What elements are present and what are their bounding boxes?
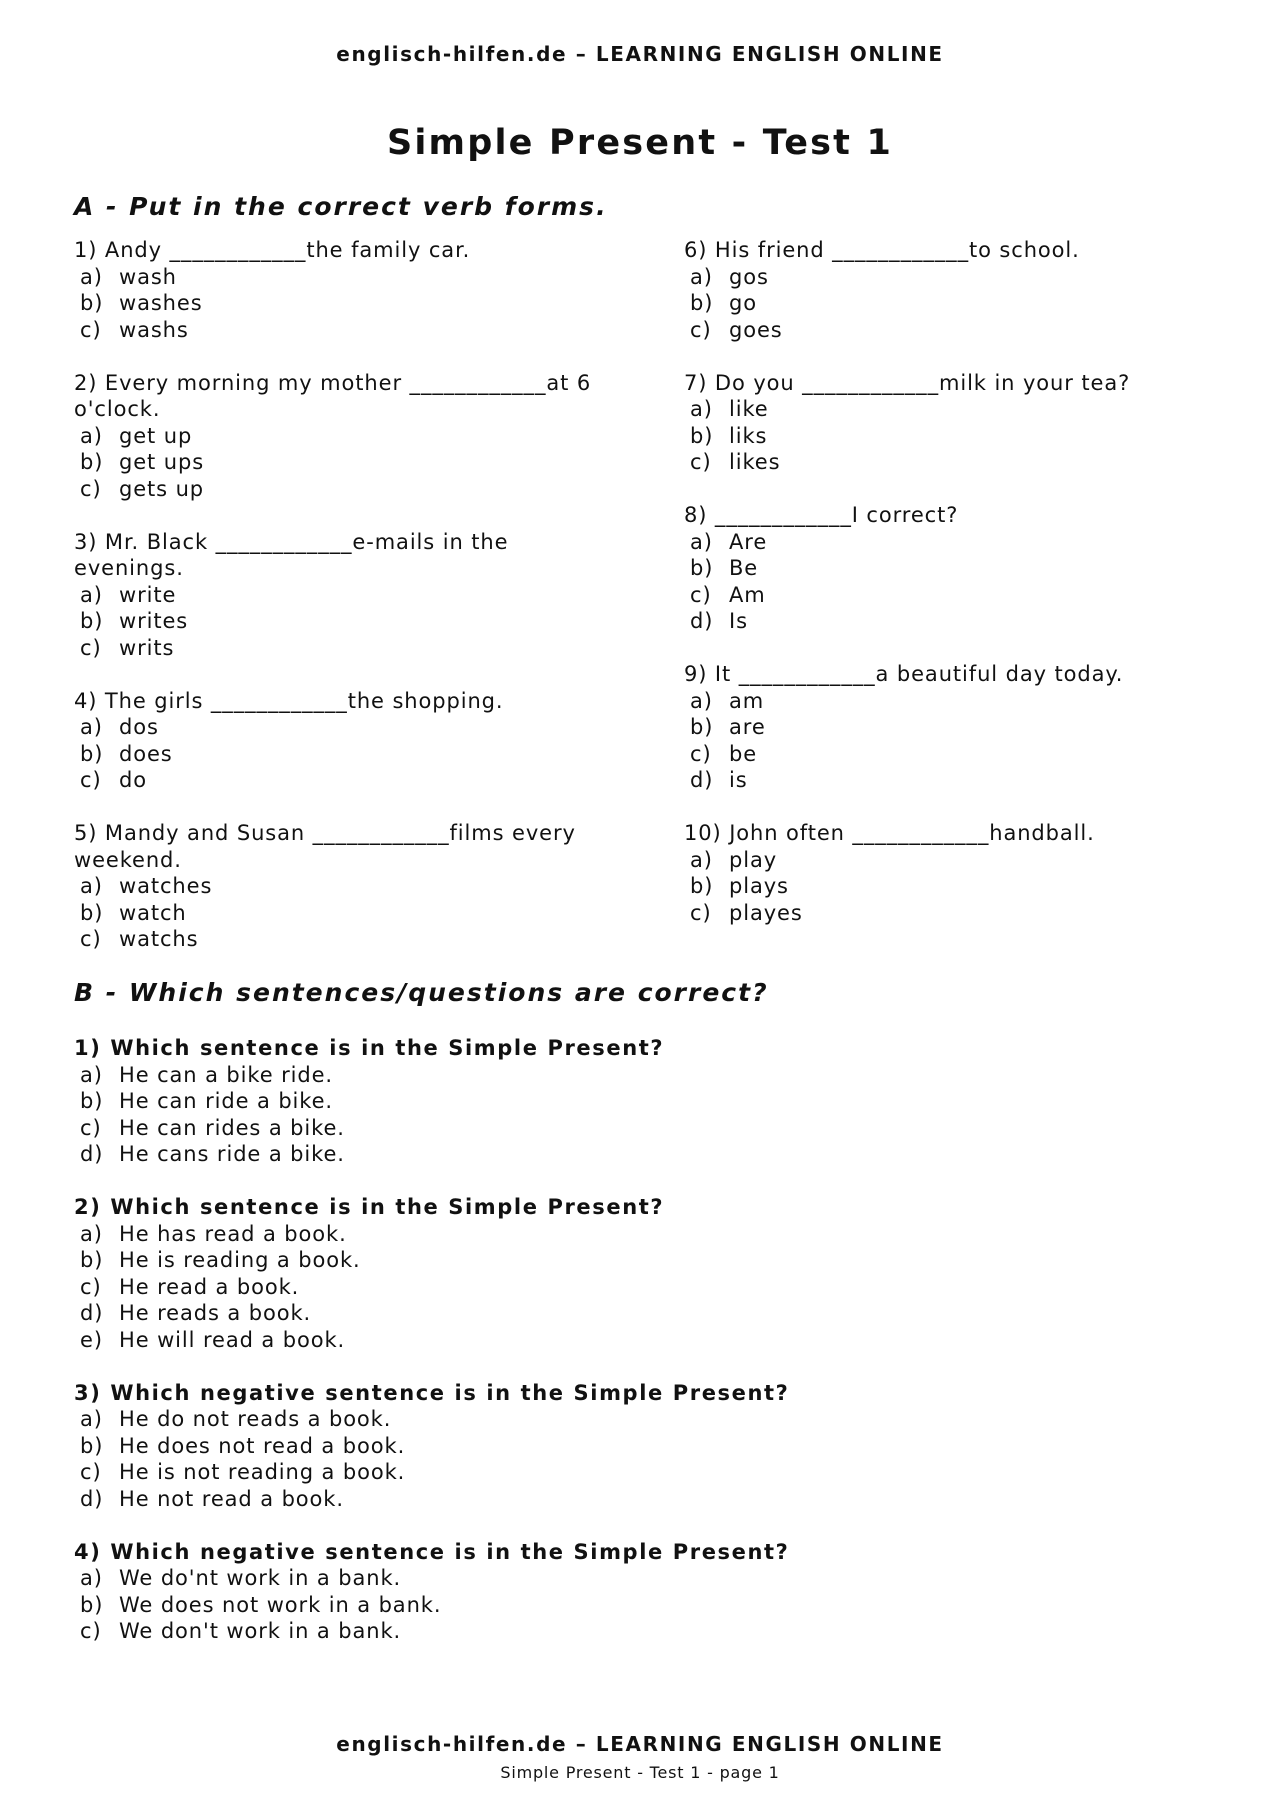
option-a[interactable] <box>74 873 614 900</box>
option-c[interactable] <box>74 926 614 953</box>
option-b[interactable] <box>74 741 614 768</box>
option-text: He can rides a bike. <box>119 1115 345 1140</box>
page-title: Simple Present - Test 1 <box>386 123 894 163</box>
option-a[interactable] <box>74 714 614 741</box>
option-text: He not read a book. <box>119 1486 344 1511</box>
question-b2 <box>74 1194 1174 1353</box>
option-letter: a) <box>80 1407 103 1431</box>
option-letter: a) <box>80 1221 103 1246</box>
option-c[interactable] <box>684 317 1224 344</box>
option-c[interactable] <box>74 1459 1174 1486</box>
option-text: He cans ride a bike. <box>119 1142 345 1166</box>
option-text: watches <box>119 874 213 898</box>
question-a4 <box>74 688 614 794</box>
question-a2 <box>74 370 614 503</box>
option-b[interactable] <box>74 1088 1174 1115</box>
option-letter: b) <box>690 291 714 315</box>
option-b[interactable] <box>684 873 1224 900</box>
option-a[interactable] <box>74 1221 1174 1248</box>
option-text: liks <box>729 423 768 448</box>
option-a[interactable] <box>74 1406 1174 1433</box>
option-e[interactable] <box>74 1327 1174 1354</box>
question-text: 2) Which sentence is in the Simple Present? <box>74 1195 665 1219</box>
option-c[interactable] <box>74 1274 1174 1301</box>
question-text: 2) Every morning my mother ____________at 6 o'clock. <box>74 370 592 421</box>
option-text: get up <box>119 423 193 448</box>
option-d[interactable] <box>684 767 1224 794</box>
question-a6 <box>684 237 1224 343</box>
option-text: We do'nt work in a bank. <box>119 1566 402 1590</box>
option-text: He is reading a book. <box>119 1248 361 1272</box>
question-a10 <box>684 820 1224 926</box>
option-letter: c) <box>690 741 712 766</box>
option-text: plays <box>729 874 789 898</box>
option-c[interactable] <box>74 476 614 503</box>
option-b[interactable] <box>684 714 1224 741</box>
option-a[interactable] <box>74 423 614 450</box>
option-letter: c) <box>80 1619 102 1643</box>
option-letter: a) <box>80 423 103 448</box>
option-c[interactable] <box>74 1618 1174 1645</box>
option-letter: a) <box>690 688 713 713</box>
option-letter: b) <box>80 450 104 474</box>
option-b[interactable] <box>684 423 1224 450</box>
option-a[interactable] <box>684 264 1224 291</box>
option-text: is <box>729 768 748 792</box>
option-d[interactable] <box>74 1486 1174 1513</box>
question-a1 <box>74 237 614 343</box>
option-letter: b) <box>80 1248 104 1272</box>
option-letter: b) <box>80 1433 104 1458</box>
option-letter: c) <box>80 635 102 660</box>
option-letter: b) <box>80 1089 104 1113</box>
option-b[interactable] <box>74 1592 1174 1619</box>
option-letter: c) <box>80 1115 102 1140</box>
question-text: 3) Which negative sentence is in the Simple Present? <box>74 1380 790 1405</box>
option-letter: a) <box>80 874 103 898</box>
option-a[interactable] <box>74 1565 1174 1592</box>
question-a7 <box>684 370 1224 476</box>
section-a-left-column <box>74 237 614 979</box>
option-letter: a) <box>690 264 713 289</box>
option-c[interactable] <box>74 767 614 794</box>
option-b[interactable] <box>74 608 614 635</box>
option-letter: c) <box>690 317 712 342</box>
option-text: goes <box>729 317 783 342</box>
question-text: 1) Which sentence is in the Simple Present? <box>74 1036 665 1060</box>
option-c[interactable] <box>684 449 1224 476</box>
option-c[interactable] <box>684 741 1224 768</box>
option-letter: a) <box>80 1062 103 1087</box>
option-text: washes <box>119 291 203 315</box>
question-a9 <box>684 661 1224 794</box>
section-a-right-column <box>684 237 1224 953</box>
option-letter: d) <box>690 609 714 633</box>
question-text: 7) Do you ____________milk in your tea? <box>684 370 1131 395</box>
option-letter: b) <box>80 741 104 766</box>
option-text: He can a bike ride. <box>119 1062 333 1087</box>
option-text: washs <box>119 317 189 342</box>
option-text: be <box>729 741 758 766</box>
option-text: He do not reads a book. <box>119 1407 392 1431</box>
section-b <box>74 1035 1174 1671</box>
question-a3 <box>74 529 614 662</box>
option-text: He will read a book. <box>119 1327 346 1352</box>
option-a[interactable] <box>684 688 1224 715</box>
option-text: write <box>119 582 177 607</box>
question-text: 4) Which negative sentence is in the Simple Present? <box>74 1539 790 1564</box>
question-text: 8) ____________I correct? <box>684 503 959 527</box>
option-letter: d) <box>690 768 714 792</box>
option-text: writs <box>119 635 175 660</box>
option-b[interactable] <box>74 900 614 927</box>
option-c[interactable] <box>74 1115 1174 1142</box>
option-text: wash <box>119 264 177 289</box>
question-text: 5) Mandy and Susan ____________films every weekend. <box>74 821 576 872</box>
option-letter: a) <box>80 715 103 739</box>
option-text: He does not read a book. <box>119 1433 406 1458</box>
question-a8 <box>684 502 1224 635</box>
question-text: 3) Mr. Black ____________e-mails in the evenings. <box>74 529 509 580</box>
option-letter: c) <box>80 927 102 951</box>
question-b4 <box>74 1539 1174 1645</box>
option-letter: b) <box>690 874 714 898</box>
option-text: He can ride a bike. <box>119 1089 333 1113</box>
option-c[interactable] <box>74 635 614 662</box>
option-letter: b) <box>80 609 104 633</box>
option-text: likes <box>729 450 781 474</box>
option-text: Are <box>729 529 768 554</box>
option-letter: d) <box>80 1486 104 1511</box>
section-b-heading: B - Which sentences/questions are correct? <box>74 978 769 1007</box>
option-letter: b) <box>80 1592 104 1617</box>
option-text: Am <box>729 582 766 607</box>
option-text: writes <box>119 609 189 633</box>
option-text: He is not reading a book. <box>119 1460 406 1484</box>
option-letter: e) <box>80 1327 103 1352</box>
section-a-heading: A - Put in the correct verb forms. <box>74 192 608 221</box>
option-letter: c) <box>80 317 102 342</box>
option-text: We does not work in a bank. <box>119 1592 442 1617</box>
option-text: gos <box>729 264 769 289</box>
option-text: Is <box>729 609 748 633</box>
option-text: playes <box>729 900 803 925</box>
option-text: He has read a book. <box>119 1221 347 1246</box>
option-d[interactable] <box>684 608 1224 635</box>
option-text: go <box>729 291 757 315</box>
option-text: dos <box>119 715 159 739</box>
option-text: He read a book. <box>119 1274 300 1299</box>
option-letter: c) <box>80 1460 102 1484</box>
site-footer: englisch-hilfen.de – LEARNING ENGLISH ONLINE <box>336 1732 944 1756</box>
option-a[interactable] <box>74 264 614 291</box>
option-letter: a) <box>80 1566 103 1590</box>
option-letter: a) <box>690 529 713 554</box>
option-text: are <box>729 715 766 739</box>
option-b[interactable] <box>74 449 614 476</box>
option-letter: a) <box>80 264 103 289</box>
question-a5 <box>74 820 614 953</box>
option-letter: a) <box>690 847 713 872</box>
option-a[interactable] <box>74 1062 1174 1089</box>
option-text: am <box>729 688 765 713</box>
option-d[interactable] <box>74 1300 1174 1327</box>
option-letter: b) <box>690 715 714 739</box>
question-text: 4) The girls ____________the shopping. <box>74 688 504 713</box>
option-b[interactable] <box>74 1247 1174 1274</box>
option-text: play <box>729 847 778 872</box>
option-letter: c) <box>690 900 712 925</box>
option-b[interactable] <box>684 555 1224 582</box>
question-text: 9) It ____________a beautiful day today. <box>684 662 1124 686</box>
option-text: Be <box>729 556 759 580</box>
option-letter: b) <box>80 291 104 315</box>
option-letter: c) <box>690 582 712 607</box>
option-text: watchs <box>119 927 199 951</box>
option-text: does <box>119 741 173 766</box>
option-letter: c) <box>80 768 102 792</box>
option-b[interactable] <box>74 1433 1174 1460</box>
option-c[interactable] <box>684 900 1224 927</box>
option-text: watch <box>119 900 187 925</box>
option-letter: d) <box>80 1142 104 1166</box>
option-a[interactable] <box>684 529 1224 556</box>
option-letter: b) <box>80 900 104 925</box>
question-text: 1) Andy ____________the family car. <box>74 238 471 262</box>
option-letter: c) <box>80 1274 102 1299</box>
option-letter: b) <box>690 423 714 448</box>
option-letter: c) <box>690 450 712 474</box>
site-header: englisch-hilfen.de – LEARNING ENGLISH ONLINE <box>336 42 944 66</box>
option-text: do <box>119 768 147 792</box>
option-text: like <box>729 397 769 421</box>
option-a[interactable] <box>74 582 614 609</box>
question-b3 <box>74 1380 1174 1513</box>
option-letter: c) <box>80 476 102 501</box>
option-c[interactable] <box>684 582 1224 609</box>
option-text: We don't work in a bank. <box>119 1619 402 1643</box>
option-text: get ups <box>119 450 205 474</box>
option-a[interactable] <box>684 847 1224 874</box>
option-text: gets up <box>119 476 205 501</box>
option-b[interactable] <box>684 290 1224 317</box>
question-b1 <box>74 1035 1174 1168</box>
question-text: 10) John often ____________handball. <box>684 821 1095 845</box>
question-text: 6) His friend ____________to school. <box>684 238 1080 262</box>
option-text: He reads a book. <box>119 1301 312 1325</box>
option-c[interactable] <box>74 317 614 344</box>
option-letter: a) <box>80 582 103 607</box>
option-letter: d) <box>80 1301 104 1325</box>
option-d[interactable] <box>74 1141 1174 1168</box>
page-number: Simple Present - Test 1 - page 1 <box>500 1763 780 1782</box>
option-b[interactable] <box>74 290 614 317</box>
option-letter: b) <box>690 556 714 580</box>
option-a[interactable] <box>684 396 1224 423</box>
option-letter: a) <box>690 397 713 421</box>
